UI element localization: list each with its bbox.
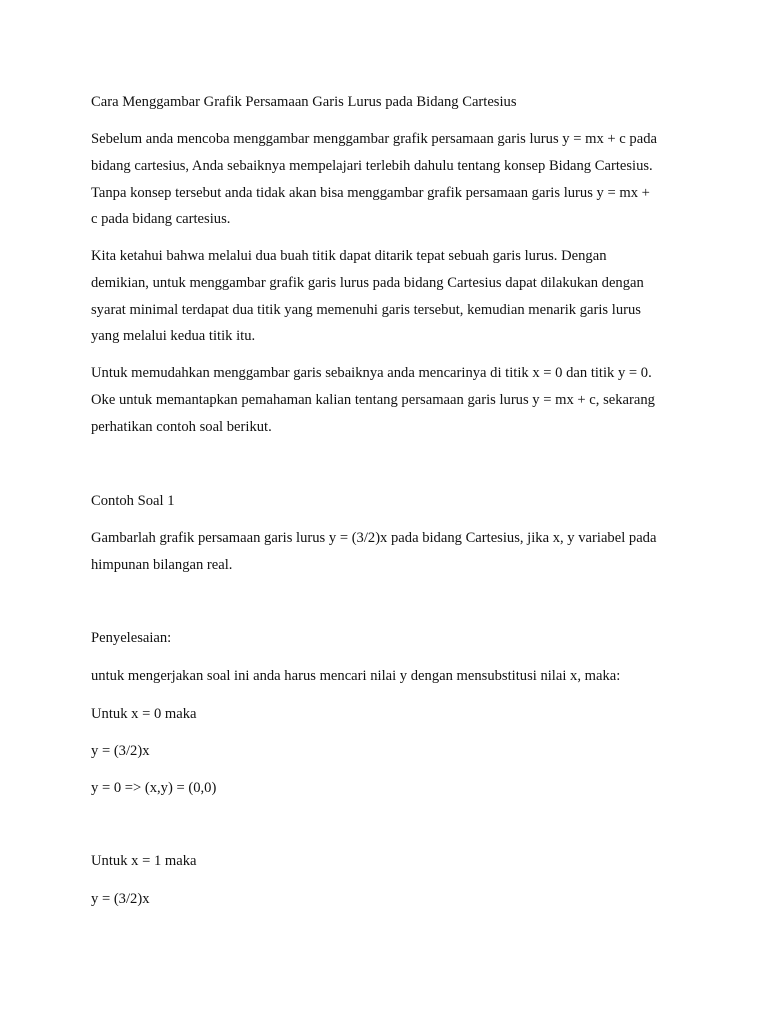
intro-paragraph-1 [91,126,691,233]
paragraph-line: himpunan bilangan real. [91,556,233,573]
document-title: Cara Menggambar Grafik Persamaan Garis Lurus pada Bidang Cartesius [91,94,517,110]
solution-intro: untuk mengerjakan soal ini anda harus mencari nilai y dengan mensubstitusi nilai x, maka: [91,668,621,684]
step1-result: y = 0 => (x,y) = (0,0) [91,780,217,796]
intro-paragraph-2 [91,243,691,350]
paragraph-line: Tanpa konsep tersebut anda tidak akan bisa menggambar grafik persamaan garis lurus y = mx + [91,184,650,201]
paragraph-line: Gambarlah grafik persamaan garis lurus y = (3/2)x pada bidang Cartesius, jika x, y variabel pada [91,530,657,546]
paragraph-line: yang melalui kedua titik itu. [91,328,256,345]
solution-heading: Penyelesaian: [91,630,172,646]
step1-condition: Untuk x = 0 maka [91,706,197,722]
step2-condition: Untuk x = 1 maka [91,853,197,869]
paragraph-line: demikian, untuk menggambar grafik garis lurus pada bidang Cartesius dapat dilakukan dengan [91,274,644,291]
intro-paragraph-3 [91,360,691,440]
step2-formula: y = (3/2)x [91,891,150,907]
paragraph-line: Oke untuk memantapkan pemahaman kalian tentang persamaan garis lurus y = mx + c, sekarang [91,391,655,408]
paragraph-line: syarat minimal terdapat dua titik yang memenuhi garis tersebut, kemudian menarik garis lurus [91,301,641,318]
paragraph-line: Sebelum anda mencoba menggambar menggambar grafik persamaan garis lurus y = mx + c pada [91,131,657,147]
paragraph-line: perhatikan contoh soal berikut. [91,418,272,435]
paragraph-line: c pada bidang cartesius. [91,211,231,228]
example-question [91,525,691,579]
paragraph-line: bidang cartesius, Anda sebaiknya mempelajari terlebih dahulu tentang konsep Bidang Cartesius. [91,157,653,174]
step1-formula: y = (3/2)x [91,743,150,759]
paragraph-line: Kita ketahui bahwa melalui dua buah titik dapat ditarik tepat sebuah garis lurus. Dengan [91,248,607,264]
example-heading: Contoh Soal 1 [91,493,175,509]
paragraph-line: Untuk memudahkan menggambar garis sebaiknya anda mencarinya di titik x = 0 dan titik y = 0. [91,365,652,381]
